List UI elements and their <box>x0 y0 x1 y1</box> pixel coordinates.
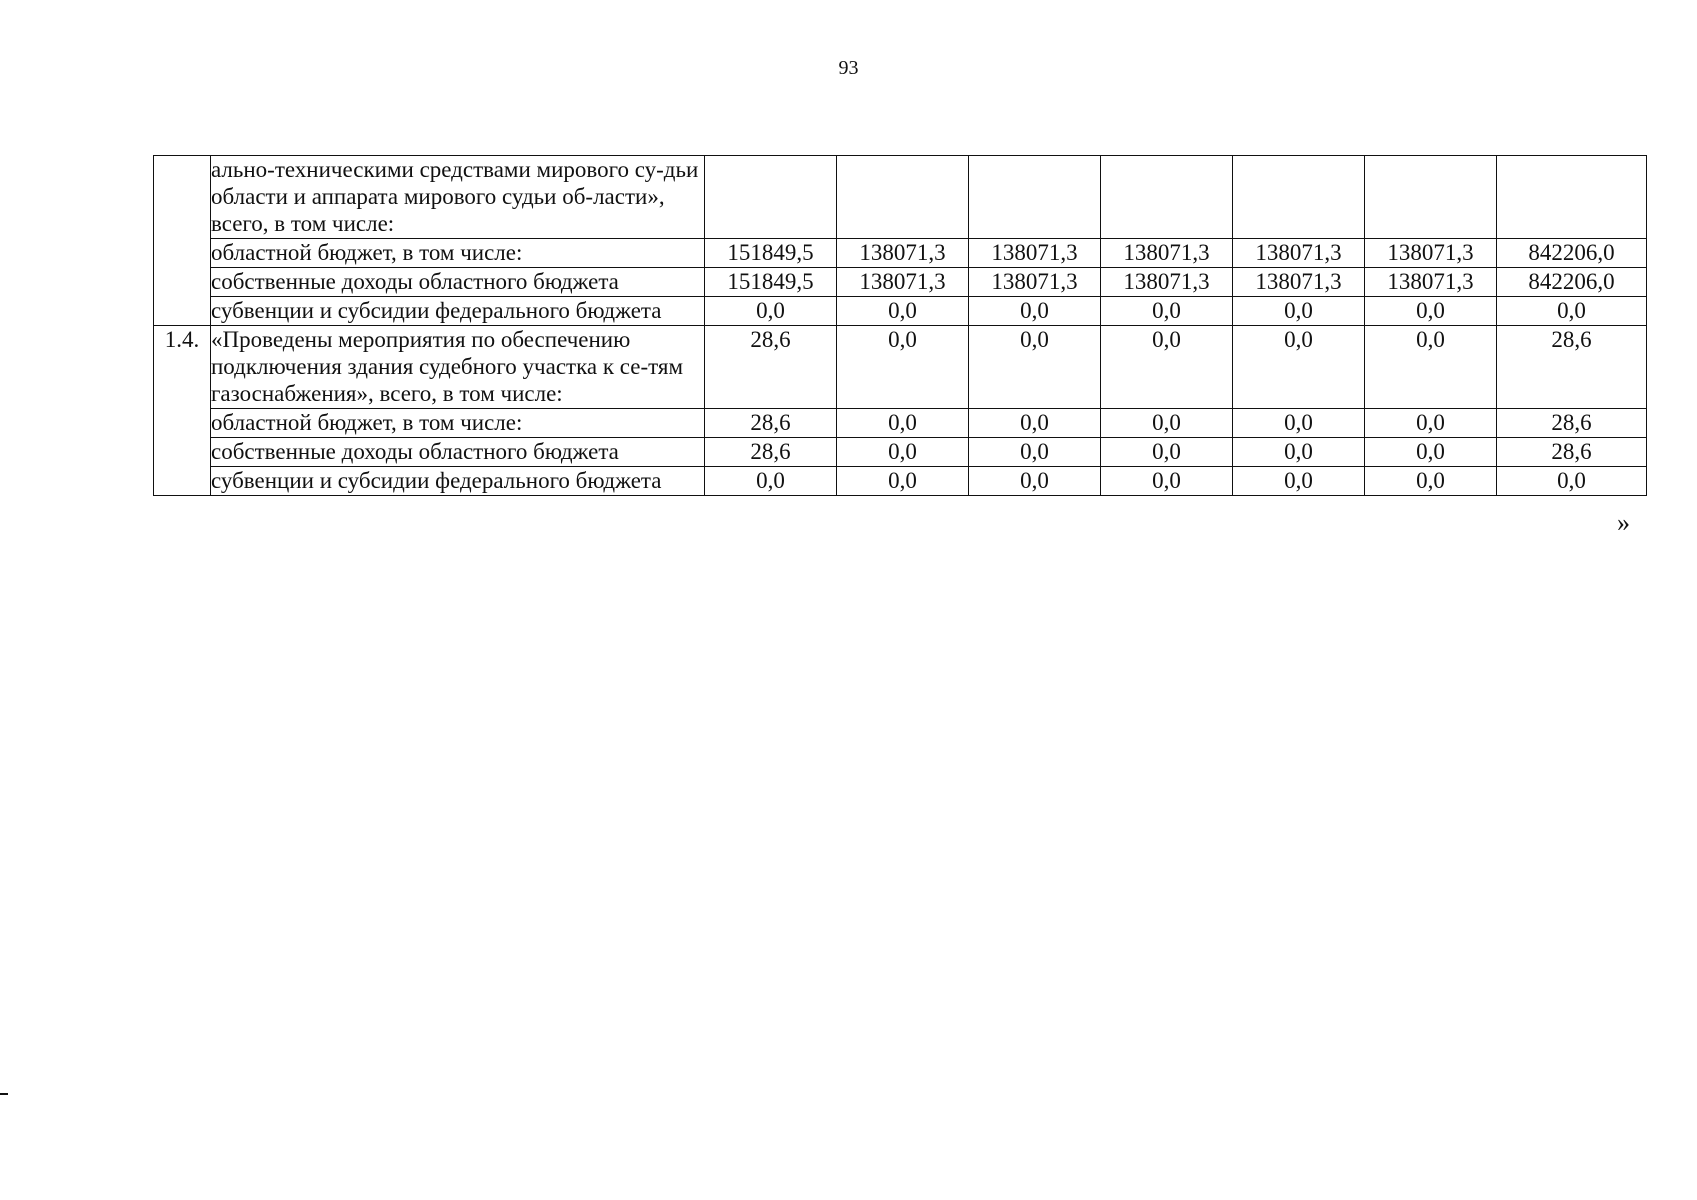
value-cell: 138071,3 <box>1233 268 1365 297</box>
item-description: ально-техническими средствами мирового су-дьи области и аппарата мирового судьи об-ласти», всего, в том числе: <box>211 156 705 239</box>
value-cell: 138071,3 <box>1101 268 1233 297</box>
budget-table <box>153 155 1647 496</box>
value-cell: 0,0 <box>969 438 1101 467</box>
funding-source-label: областной бюджет, в том числе: <box>211 239 705 268</box>
total-cell <box>1497 156 1647 239</box>
value-cell: 0,0 <box>1233 467 1365 496</box>
value-cell: 0,0 <box>1233 326 1365 409</box>
total-cell: 28,6 <box>1497 409 1647 438</box>
value-cell: 0,0 <box>1233 409 1365 438</box>
value-cell: 0,0 <box>969 467 1101 496</box>
funding-source-label: собственные доходы областного бюджета <box>211 268 705 297</box>
value-cell <box>1365 156 1497 239</box>
table-row <box>154 156 1647 239</box>
value-cell: 0,0 <box>1365 297 1497 326</box>
value-cell: 138071,3 <box>969 239 1101 268</box>
value-cell: 0,0 <box>837 326 969 409</box>
value-cell: 0,0 <box>1101 326 1233 409</box>
value-cell: 138071,3 <box>837 268 969 297</box>
value-cell <box>705 156 837 239</box>
table-row <box>154 239 1647 268</box>
page-number: 93 <box>838 57 859 79</box>
funding-source-label: областной бюджет, в том числе: <box>211 409 705 438</box>
value-cell: 0,0 <box>1365 409 1497 438</box>
margin-dash <box>0 1093 8 1095</box>
closing-quote: » <box>1617 508 1630 537</box>
total-cell: 0,0 <box>1497 467 1647 496</box>
value-cell: 0,0 <box>705 297 837 326</box>
value-cell: 28,6 <box>705 438 837 467</box>
value-cell: 0,0 <box>1365 467 1497 496</box>
value-cell: 0,0 <box>1101 297 1233 326</box>
value-cell: 0,0 <box>969 326 1101 409</box>
value-cell: 28,6 <box>705 409 837 438</box>
item-number <box>154 156 211 326</box>
value-cell: 138071,3 <box>837 239 969 268</box>
value-cell: 0,0 <box>1101 409 1233 438</box>
total-cell: 0,0 <box>1497 297 1647 326</box>
funding-source-label: субвенции и субсидии федерального бюджета <box>211 467 705 496</box>
funding-source-label: субвенции и субсидии федерального бюджета <box>211 297 705 326</box>
table-row <box>154 268 1647 297</box>
value-cell: 0,0 <box>1365 326 1497 409</box>
table-row <box>154 409 1647 438</box>
value-cell: 0,0 <box>837 297 969 326</box>
value-cell: 151849,5 <box>705 239 837 268</box>
value-cell: 151849,5 <box>705 268 837 297</box>
value-cell: 0,0 <box>969 409 1101 438</box>
table-row <box>154 438 1647 467</box>
funding-source-label: собственные доходы областного бюджета <box>211 438 705 467</box>
total-cell: 842206,0 <box>1497 239 1647 268</box>
value-cell: 0,0 <box>1233 438 1365 467</box>
value-cell: 0,0 <box>837 438 969 467</box>
value-cell: 138071,3 <box>969 268 1101 297</box>
value-cell: 138071,3 <box>1233 239 1365 268</box>
value-cell: 138071,3 <box>1365 268 1497 297</box>
value-cell <box>1233 156 1365 239</box>
value-cell: 0,0 <box>705 467 837 496</box>
value-cell <box>1101 156 1233 239</box>
value-cell: 0,0 <box>837 409 969 438</box>
table-row <box>154 297 1647 326</box>
table-row <box>154 326 1647 409</box>
value-cell: 28,6 <box>705 326 837 409</box>
value-cell: 138071,3 <box>1101 239 1233 268</box>
value-cell: 0,0 <box>1233 297 1365 326</box>
total-cell: 28,6 <box>1497 326 1647 409</box>
value-cell <box>837 156 969 239</box>
table-row <box>154 467 1647 496</box>
item-description: «Проведены мероприятия по обеспечению подключения здания судебного участка к се-тям газоснабжения», всего, в том числе: <box>211 326 705 409</box>
value-cell: 0,0 <box>969 297 1101 326</box>
value-cell <box>969 156 1101 239</box>
total-cell: 842206,0 <box>1497 268 1647 297</box>
value-cell: 0,0 <box>1101 438 1233 467</box>
item-number: 1.4. <box>154 326 211 496</box>
total-cell: 28,6 <box>1497 438 1647 467</box>
value-cell: 0,0 <box>837 467 969 496</box>
value-cell: 0,0 <box>1365 438 1497 467</box>
value-cell: 138071,3 <box>1365 239 1497 268</box>
value-cell: 0,0 <box>1101 467 1233 496</box>
